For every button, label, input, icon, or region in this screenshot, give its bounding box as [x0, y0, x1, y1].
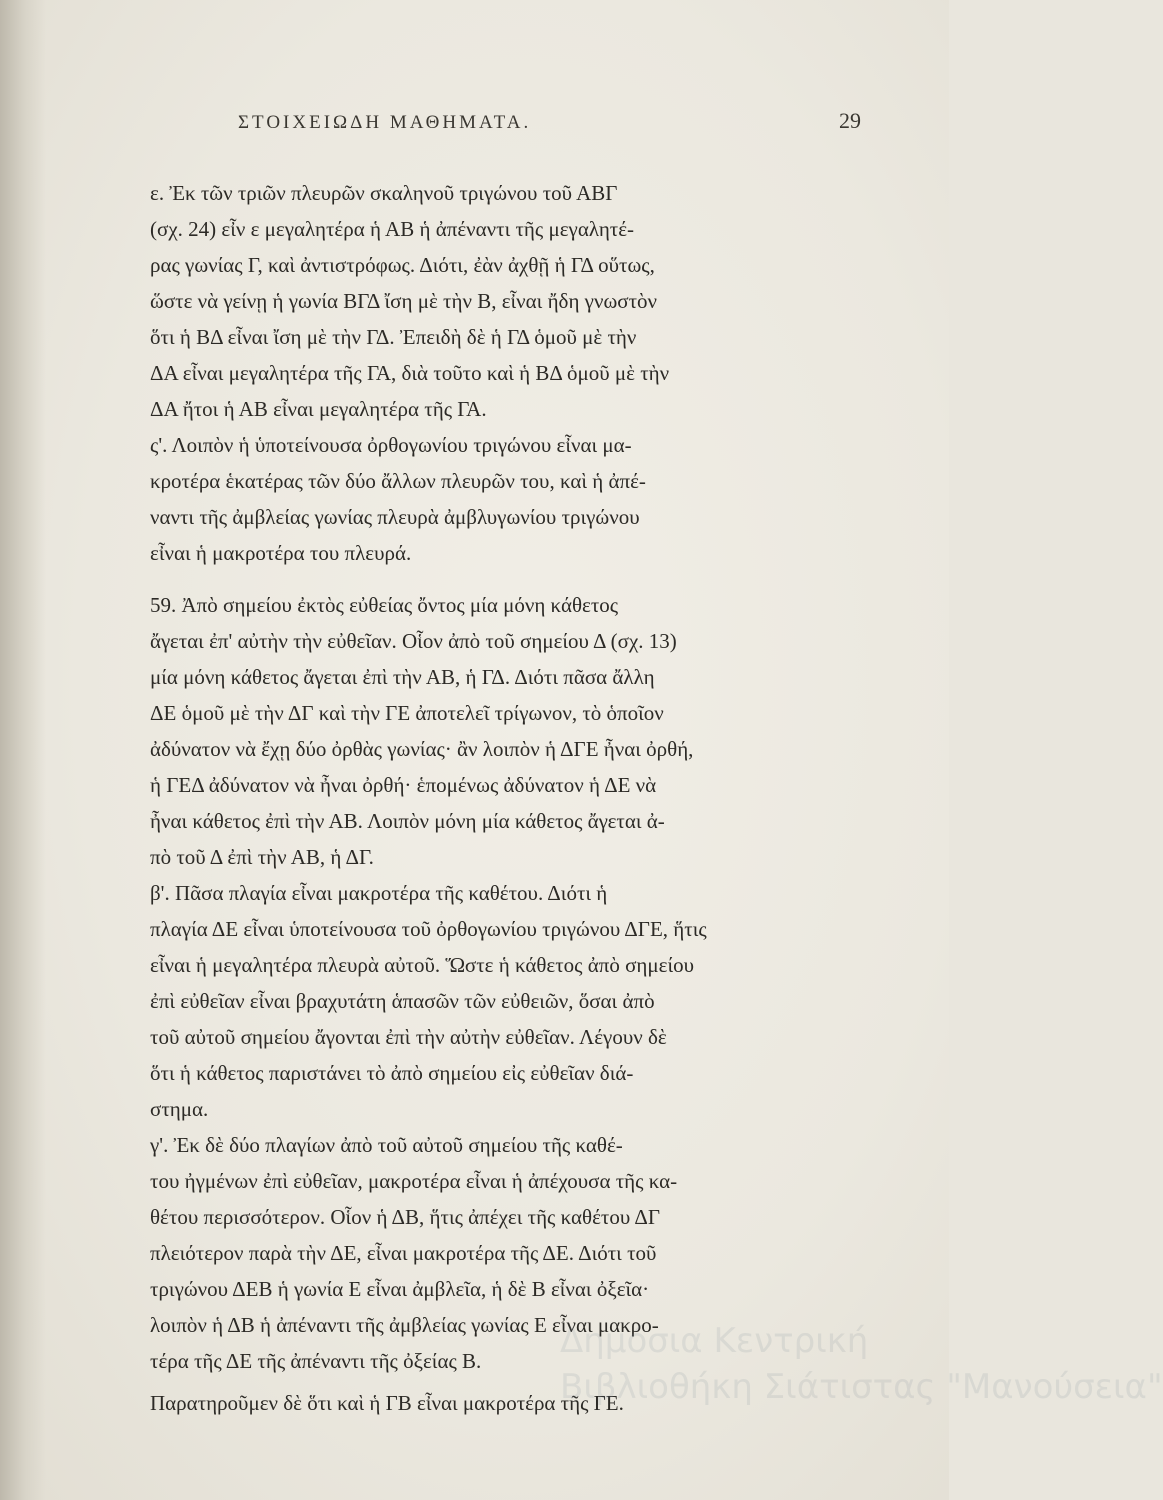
text-line: πλαγία ΔΕ εἶναι ὑποτείνουσα τοῦ ὀρθογωνίου τριγώνου ΔΓΕ, ἥτις	[150, 917, 707, 941]
text-line: τριγώνου ΔΕΒ ἡ γωνία Ε εἶναι ἀμβλεῖα, ἡ δὲ Β εἶναι ὀξεῖα·	[150, 1277, 650, 1301]
text-line: Παρατηροῦμεν δὲ ὅτι καὶ ἡ ΓΒ εἶναι μακροτέρα τῆς ΓΕ.	[150, 1391, 624, 1415]
page-number: 29	[839, 108, 861, 133]
text-line: ς'. Λοιπὸν ἡ ὑποτείνουσα ὀρθογωνίου τριγώνου εἶναι μα-	[150, 433, 632, 457]
text-line: β'. Πᾶσα πλαγία εἶναι μακροτέρα τῆς καθέτου. Διότι ἡ	[150, 881, 608, 905]
text-line: ὅτι ἡ ΒΔ εἶναι ἴση μὲ τὴν ΓΔ. Ἐπειδὴ δὲ ἡ ΓΔ ὁμοῦ μὲ τὴν	[150, 325, 637, 349]
text-line: γ'. Ἐκ δὲ δύο πλαγίων ἀπὸ τοῦ αὐτοῦ σημείου τῆς καθέ-	[150, 1133, 623, 1157]
text-line: ρας γωνίας Γ, καὶ ἀντιστρόφως. Διότι, ἐὰν ἀχθῇ ἡ ΓΔ οὕτως,	[150, 253, 655, 277]
text-line: ΔΑ εἶναι μεγαλητέρα τῆς ΓΑ, διὰ τοῦτο καὶ ἡ ΒΔ ὁμοῦ μὲ τὴν	[150, 361, 670, 385]
text-line: εἶναι ἡ μακροτέρα του πλευρά.	[150, 541, 412, 565]
text-line: τέρα τῆς ΔΕ τῆς ἀπέναντι τῆς ὀξείας Β.	[150, 1349, 482, 1373]
text-line: ΔΑ ἤτοι ἡ ΑΒ εἶναι μεγαλητέρα τῆς ΓΑ.	[150, 397, 487, 421]
text-line: στημα.	[150, 1097, 209, 1121]
text-line: μία μόνη κάθετος ἄγεται ἐπὶ τὴν ΑΒ, ἡ ΓΔ. Διότι πᾶσα ἄλλη	[150, 665, 655, 689]
text-line: ὥστε νὰ γείνῃ ἡ γωνία ΒΓΔ ἴση μὲ τὴν Β, εἶναι ἤδη γνωστὸν	[150, 289, 658, 313]
text-line: ἀδύνατον νὰ ἔχῃ δύο ὀρθὰς γωνίας· ἂν λοιπὸν ἡ ΔΓΕ ἦναι ὀρθή,	[150, 737, 694, 761]
text-line: ΔΕ ὁμοῦ μὲ τὴν ΔΓ καὶ τὴν ΓΕ ἀποτελεῖ τρίγωνον, τὸ ὁποῖον	[150, 701, 664, 725]
text-line: κροτέρα ἑκατέρας τῶν δύο ἄλλων πλευρῶν του, καὶ ἡ ἀπέ-	[150, 469, 646, 493]
section-heading-line: 59. Ἀπὸ σημείου ἐκτὸς εὐθείας ὄντος μία μόνη κάθετος	[150, 593, 619, 617]
text-line: θέτου περισσότερον. Οἷον ἡ ΔΒ, ἥτις ἀπέχει τῆς καθέτου ΔΓ	[150, 1205, 660, 1229]
text-line: (σχ. 24) εἶν ε μεγαλητέρα ἡ ΑΒ ἡ ἀπέναντι τῆς μεγαλητέ-	[150, 217, 635, 241]
text-line: ναντι τῆς ἀμβλείας γωνίας πλευρὰ ἀμβλυγωνίου τριγώνου	[150, 505, 640, 529]
text-line: λοιπὸν ἡ ΔΒ ἡ ἀπέναντι τῆς ἀμβλείας γωνίας Ε εἶναι μακρο-	[150, 1313, 659, 1337]
text-line: πλειότερον παρὰ τὴν ΔΕ, εἶναι μακροτέρα τῆς ΔΕ. Διότι τοῦ	[150, 1241, 657, 1265]
text-line: του ἠγμένων ἐπὶ εὐθεῖαν, μακροτέρα εἶναι ἡ ἀπέχουσα τῆς κα-	[150, 1169, 678, 1193]
text-line: ἐπὶ εὐθεῖαν εἶναι βραχυτάτη ἁπασῶν τῶν εὐθειῶν, ὅσαι ἀπὸ	[150, 989, 655, 1013]
watermark-line: Βιβλιοθήκη Σιάτιστας "Μανούσεια"	[560, 1367, 1163, 1407]
text-line: ε. Ἐκ τῶν τριῶν πλευρῶν σκαληνοῦ τριγώνου τοῦ ΑΒΓ	[150, 181, 618, 205]
page-spine-shadow	[0, 0, 46, 1500]
text-line: ἄγεται ἐπ' αὐτὴν τὴν εὐθεῖαν. Οἷον ἀπὸ τοῦ σημείου Δ (σχ. 13)	[150, 629, 677, 653]
watermark-line: Δημόσια Κεντρική	[560, 1321, 869, 1361]
page-header	[150, 108, 865, 146]
running-title: ΣΤΟΙΧΕΙΩΔΗ ΜΑΘΗΜΑΤΑ.	[238, 112, 532, 133]
text-line: εἶναι ἡ μεγαλητέρα πλευρὰ αὐτοῦ. Ὥστε ἡ κάθετος ἀπὸ σημείου	[150, 953, 695, 977]
body-text	[150, 175, 790, 1421]
text-line: ὅτι ἡ κάθετος παριστάνει τὸ ἀπὸ σημείου εἰς εὐθεῖαν διά-	[150, 1061, 634, 1085]
text-line: τοῦ αὐτοῦ σημείου ἄγονται ἐπὶ τὴν αὐτὴν εὐθεῖαν. Λέγουν δὲ	[150, 1025, 667, 1049]
text-line: ἡ ΓΕΔ ἀδύνατον νὰ ἦναι ὀρθή· ἑπομένως ἀδύνατον ἡ ΔΕ νὰ	[150, 773, 657, 797]
text-line: ἦναι κάθετος ἐπὶ τὴν ΑΒ. Λοιπὸν μόνη μία κάθετος ἄγεται ἀ-	[150, 809, 665, 833]
text-line: πὸ τοῦ Δ ἐπὶ τὴν ΑΒ, ἡ ΔΓ.	[150, 845, 374, 869]
